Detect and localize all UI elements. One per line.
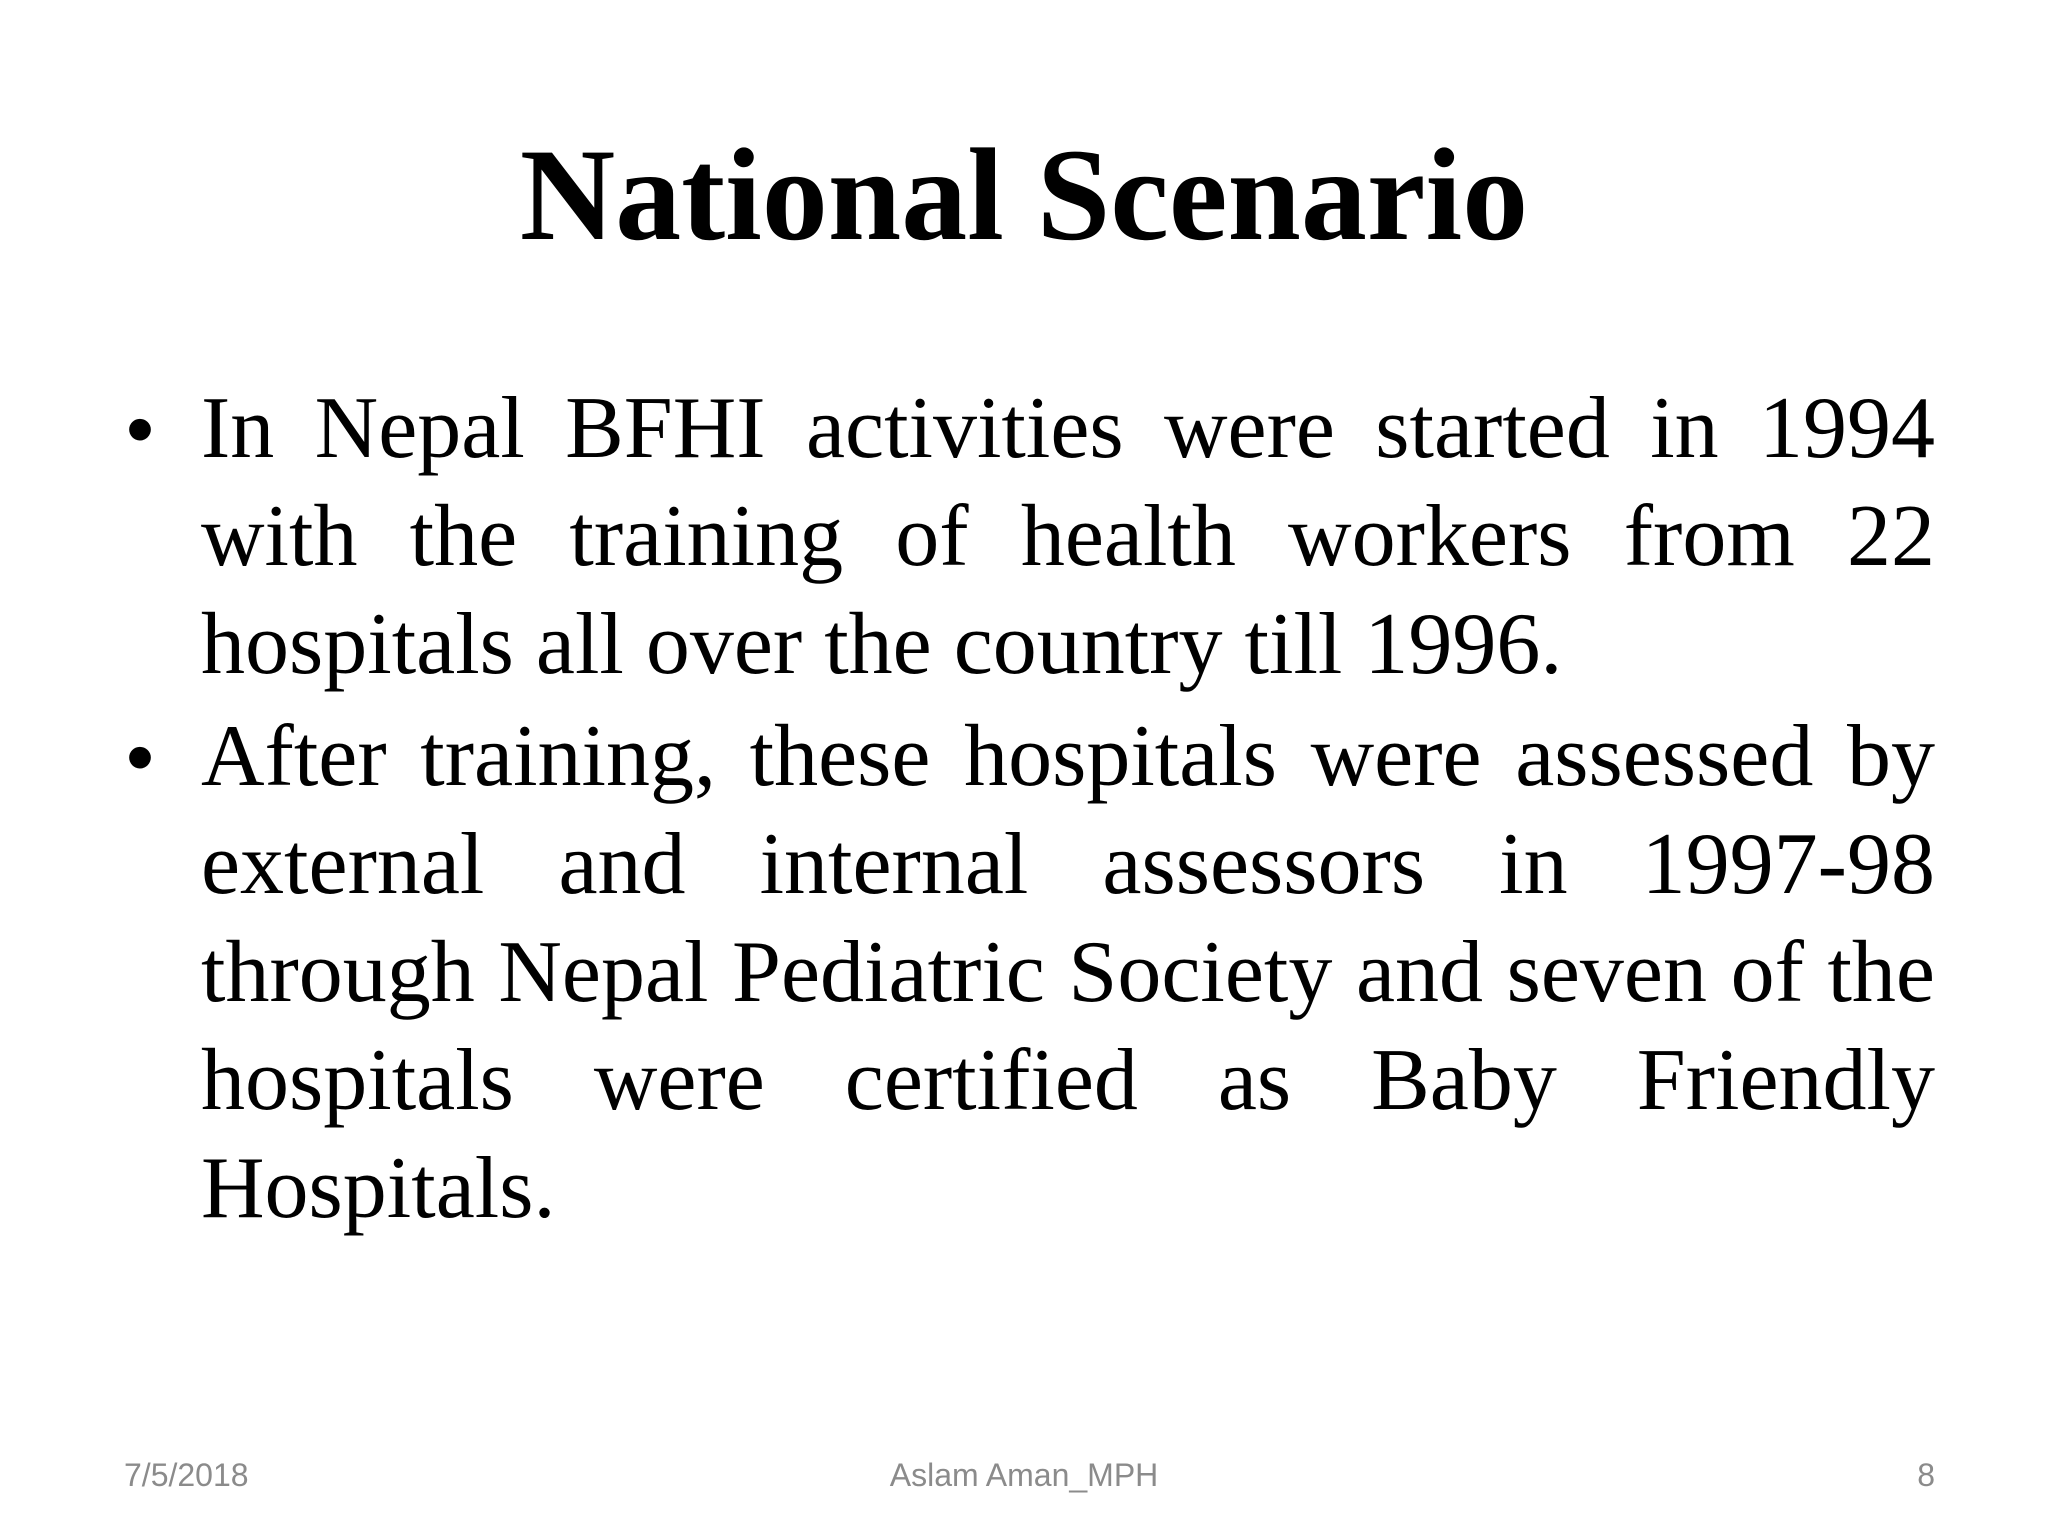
slide-title: National Scenario bbox=[519, 121, 1529, 268]
footer-date: 7/5/2018 bbox=[124, 1457, 249, 1493]
footer-author: Aslam Aman_MPH bbox=[889, 1457, 1159, 1493]
footer-page-number: 8 bbox=[1917, 1457, 1935, 1493]
bullet-item bbox=[120, 375, 1935, 699]
bullet-item bbox=[120, 703, 1935, 1243]
bullet-text: After training, these hospitals were assessed by external and internal assessors in 1997-98 through Nepal Pediatric Society and seven of the hospitals were certified as Baby Friendly Hospitals. bbox=[201, 708, 1935, 1237]
bullet-text: In Nepal BFHI activities were started in 1994 with the training of health workers from 22 hospitals all over the country till 1996. bbox=[201, 380, 1935, 693]
bullet-list bbox=[120, 375, 1935, 1247]
bullet-dot-icon: • bbox=[126, 712, 155, 801]
bullet-dot-icon: • bbox=[126, 384, 155, 473]
